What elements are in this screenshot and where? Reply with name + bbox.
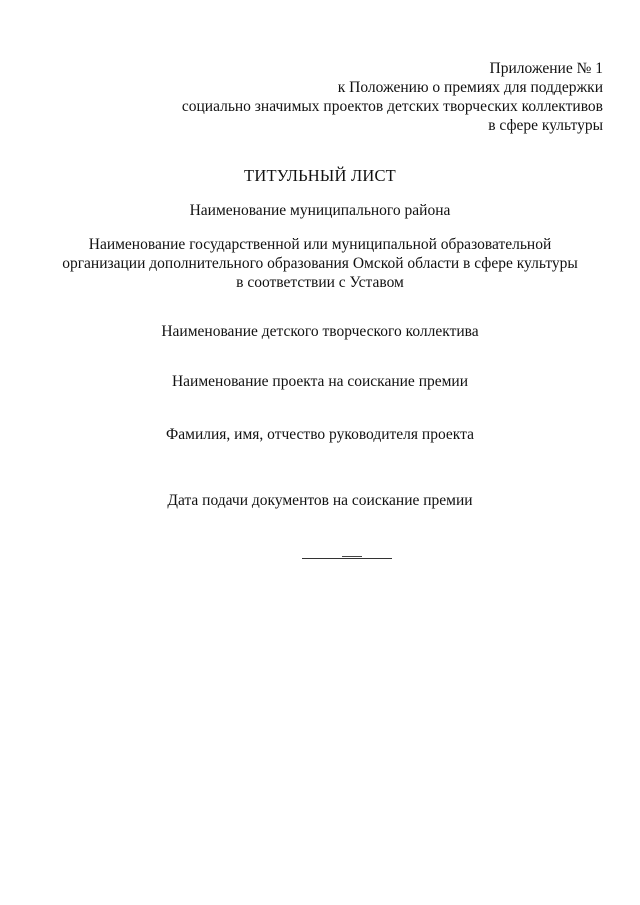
appendix-header [43,59,603,135]
appendix-reference-line: социально значимых проектов детских творческих коллективов [181,98,603,115]
page-title: ТИТУЛЬНЫЙ ЛИСТ [244,166,396,185]
organization-line: организации дополнительного образования Омской области в сфере культуры [62,255,578,272]
organization-name-field [0,235,640,292]
project-leader-field: Фамилия, имя, отчество руководителя проекта [166,426,474,443]
appendix-number: Приложение № 1 [489,60,603,77]
project-name-field: Наименование проекта на соискание премии [171,373,469,390]
closing-rule [302,558,392,559]
organization-line: Наименование государственной или муниципальной образовательной [88,236,552,253]
organization-line: в соответствии с Уставом [236,274,404,291]
closing-rule-mark [342,556,362,557]
appendix-reference-line: в сфере культуры [488,117,603,134]
collective-name-field: Наименование детского творческого коллектива [161,323,479,340]
appendix-reference-line: к Положению о премиях для поддержки [337,79,603,96]
submission-date-field: Дата подачи документов на соискание премии [167,492,473,509]
district-name-field: Наименование муниципального района [189,202,451,219]
